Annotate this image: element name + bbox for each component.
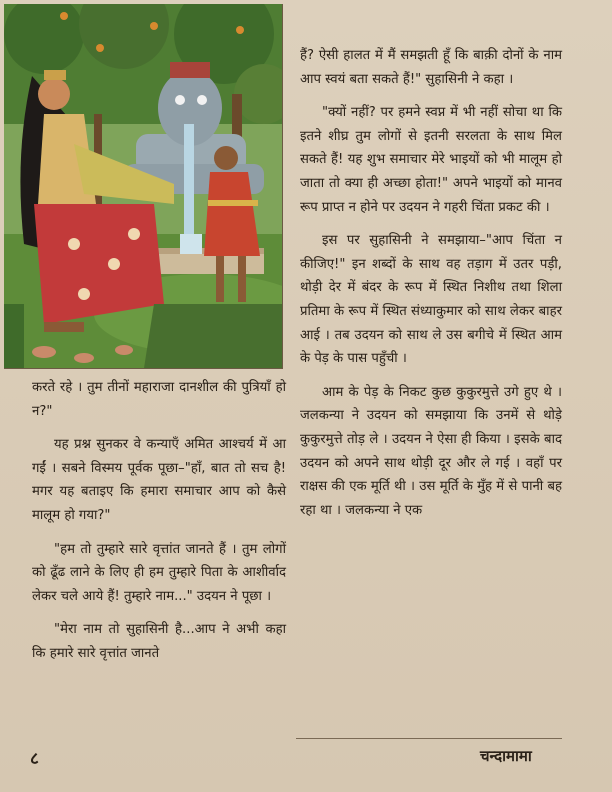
left-text-column <box>32 376 286 666</box>
paragraph: इस पर सुहासिनी ने समझाया–"आप चिंता न कीजिए!" इन शब्दों के साथ वह तड़ाग में उतर पड़ी, थोड़ी देर में बंदर के रूप में स्थित निशीथ तथा शिला प्रतिमा के रूप में स्थित संध्याकुमार को साथ लेकर बाहर आई । तब उदयन को साथ ले उस बगीचे में स्थित आम के पेड़ के पास पहुँची । <box>300 233 562 367</box>
right-text-column <box>300 44 562 522</box>
paragraph: "हम तो तुम्हारे सारे वृत्तांत जानते हैं । तुम लोगों को ढूँढ लाने के लिए ही हम तुम्हारे पिता के आशीर्वाद लेकर चले आये हैं! तुम्हारे नाम..." उदयन ने पूछा । <box>32 541 286 604</box>
magazine-title: चन्दामामा <box>480 747 532 765</box>
footer-divider <box>296 738 562 739</box>
paragraph: "क्यों नहीं? पर हमने स्वप्न में भी नहीं सोचा था कि इतने शीघ्र तुम लोगों से इतनी सरलता के साथ मिल सकते हैं! यह शुभ समाचार मेरे भाइयों को भी मालूम हो जाता तो क्या ही अच्छा होता!" अपने भाइयों को मानव रूप प्राप्त न होने पर उदयन ने गहरी चिंता प्रकट की । <box>300 105 562 215</box>
page-number: ८ <box>30 749 39 769</box>
paragraph: आम के पेड़ के निकट कुछ कुकुरमुत्ते उगे हुए थे । जलकन्या ने उदयन को समझाया कि उनमें से थोड़े कुकुरमुत्ते तोड़ ले । उदयन ने ऐसा ही किया । इसके बाद उदयन को अपने साथ थोड़ी दूर और ले गई । वहाँ पर राक्षस की एक मूर्ति थी । उस मूर्ति के मुँह में से पानी बह रहा था । जलकन्या ने एक <box>300 384 562 518</box>
story-illustration <box>4 4 283 369</box>
paragraph: "मेरा नाम तो सुहासिनी है...आप ने अभी कहा कि हमारे सारे वृत्तांत जानते <box>32 622 286 661</box>
paragraph: करते रहे । तुम तीनों महाराजा दानशील की पुत्रियाँ हो न?" <box>32 380 286 419</box>
paragraph: हैं? ऐसी हालत में मैं समझती हूँ कि बाक़ी दोनों के नाम आप स्वयं बता सकते हैं!" सुहासिनी ने कहा । <box>300 48 562 87</box>
paragraph: यह प्रश्न सुनकर वे कन्याएँ अमित आश्चर्य में आ गईं । सबने विस्मय पूर्वक पूछा–"हाँ, बात तो सच है! मगर यह बताइए कि हमारा समाचार आप को कैसे मालूम हो गया?" <box>32 437 286 523</box>
